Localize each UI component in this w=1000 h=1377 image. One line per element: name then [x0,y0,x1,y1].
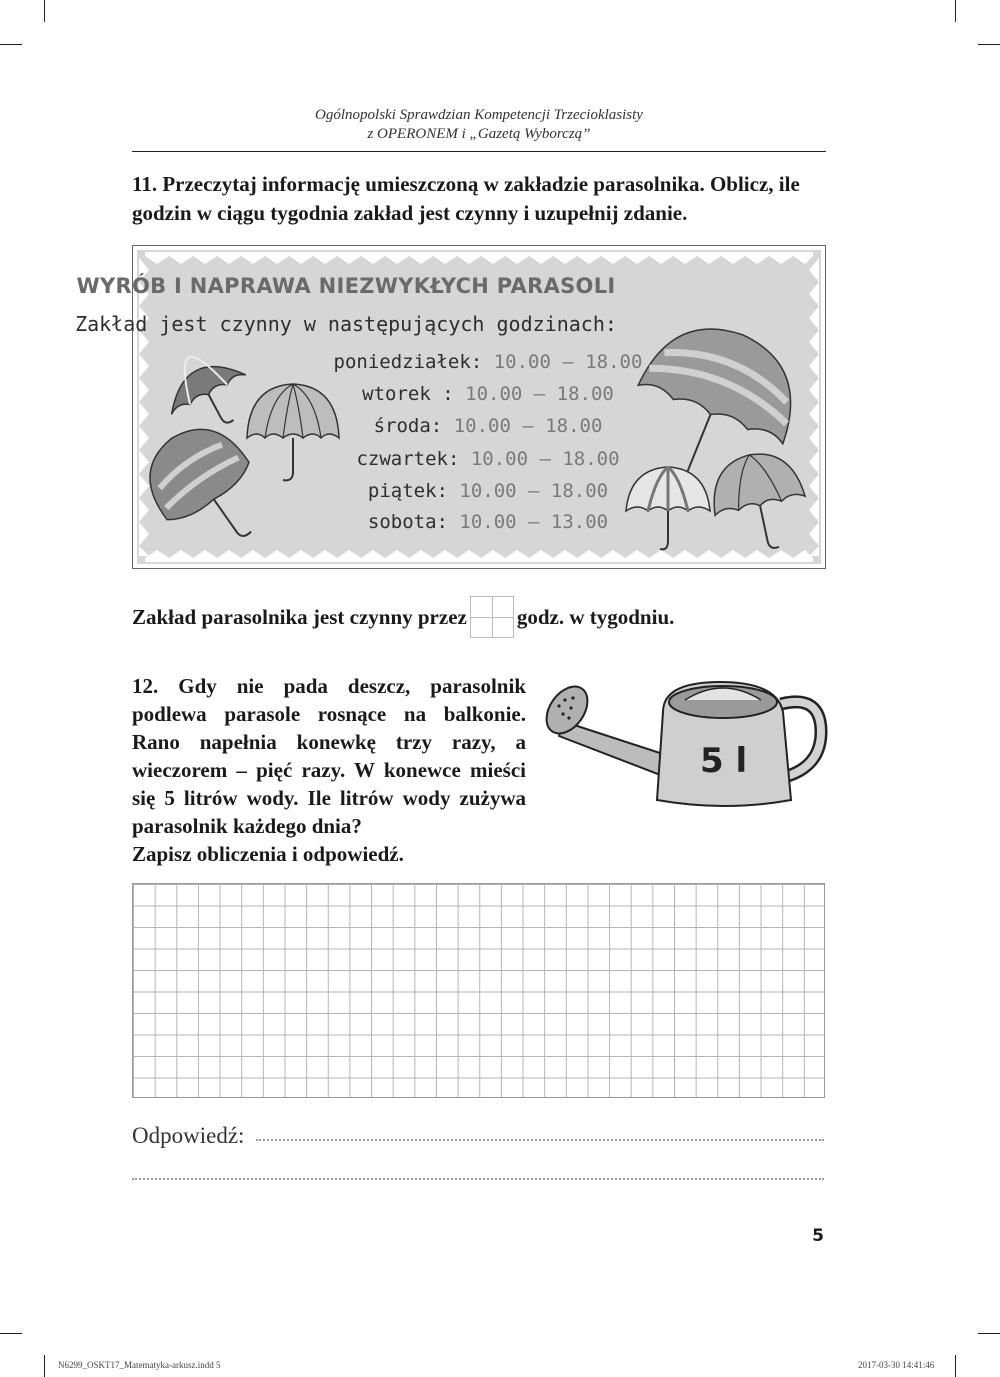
schedule-row: piątek: 10.00 – 18.00 [367,480,609,502]
footer-timestamp: 2017-03-30 14:41:46 [858,1360,935,1370]
crop-mark [955,1355,956,1377]
schedule-row: poniedziałek: 10.00 – 18.00 [333,351,643,373]
umbrella-icon [152,338,262,445]
header-rule [132,151,826,152]
page-number: 5 [812,1226,824,1246]
header-line-2: z OPERONEM i „Gazetą Wyborczą” [367,126,591,142]
crop-mark [44,1355,45,1377]
task-12-text [132,672,526,868]
running-header [132,106,826,144]
answer-line-2[interactable] [132,1178,824,1180]
can-capacity-label: 5 l [700,741,748,781]
answer-line-1[interactable] [256,1139,824,1141]
schedule-row: sobota: 10.00 – 13.00 [367,511,609,533]
crop-mark [978,44,1000,45]
crop-mark [0,44,22,45]
task-11-title: 11. Przeczytaj informację umieszczoną w zakładzie parasolnika. Oblicz, ile godzin w ciągu tygodnia zakład jest czynny i uzupełnij zdanie. [132,172,800,225]
task-12-question: 12. Gdy nie pada deszcz, parasolnik podlewa parasole rosnące na balkonie. Rano napełnia konewkę trzy razy, a wieczorem – pięć razy. W konewce mieści się 5 litrów wody. Ile litrów wody zużywa parasolnik każdego dnia? [132,674,526,838]
watering-can-icon [545,672,830,812]
footer-file: N6299_OSKT17_Matematyka-arkusz.indd 5 [58,1360,221,1370]
crop-mark [44,0,45,22]
schedule-row: czwartek: 10.00 – 18.00 [356,448,620,470]
schedule-row: wtorek : 10.00 – 18.00 [362,383,614,405]
sign-subtitle: Zakład jest czynny w następujących godzinach: [75,312,617,336]
crop-mark [955,0,956,22]
crop-mark [0,1333,22,1334]
sentence-before: Zakład parasolnika jest czynny przez [132,604,467,629]
sentence-after: godz. w tygodniu. [516,604,675,629]
hours-answer-box[interactable] [470,596,514,638]
crop-mark [978,1333,1000,1334]
umbrella-icon [704,445,814,558]
fill-in-sentence [132,598,674,640]
schedule-row: środa: 10.00 – 18.00 [373,415,603,437]
calculation-grid[interactable] [132,883,825,1098]
sign-title: WYRÓB I NAPRAWA NIEZWYKŁYCH PARASOLI [76,274,616,298]
header-line-1: Ogólnopolski Sprawdzian Kompetencji Trzecioklasisty [315,107,643,123]
task-12-instruction: Zapisz obliczenia i odpowiedź. [132,842,404,866]
answer-label: Odpowiedź: [132,1123,245,1148]
